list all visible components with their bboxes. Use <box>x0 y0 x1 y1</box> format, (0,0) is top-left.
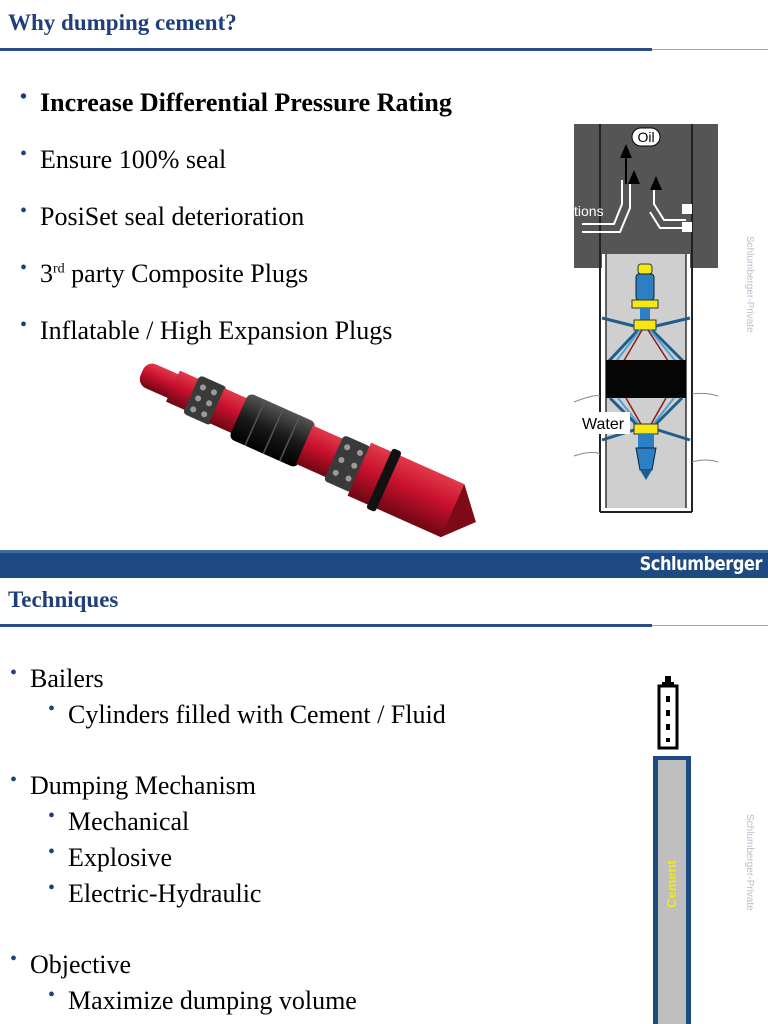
bullet-text: Explosive <box>68 843 172 872</box>
bullet-superscript: rd <box>53 261 65 277</box>
water-label: Water <box>582 416 625 433</box>
bullet-item <box>20 257 309 289</box>
bailer-illustration <box>650 674 694 1024</box>
slide-title: Why dumping cement? <box>8 10 237 35</box>
bullet-text-pre: 3 <box>40 259 53 288</box>
sub-bullet-item <box>48 877 262 909</box>
bullet-icon: • <box>48 984 56 1006</box>
sub-bullet-item <box>48 841 172 873</box>
slide-footer <box>0 550 768 578</box>
wellbore-diagram <box>574 124 718 514</box>
bullet-icon: • <box>48 805 56 827</box>
bullet-text: Dumping Mechanism <box>30 771 257 800</box>
oil-label: Oil <box>637 129 655 145</box>
sub-bullet-item <box>48 698 446 730</box>
sub-bullet-item <box>48 984 357 1016</box>
bullet-text: Ensure 100% seal <box>40 145 227 174</box>
bullet-text: Mechanical <box>68 807 190 836</box>
private-watermark: Schlumberger-Private <box>744 814 755 911</box>
bullet-item <box>20 86 452 118</box>
bullet-icon: • <box>10 662 18 684</box>
sub-bullet-item <box>48 805 190 837</box>
bullet-item <box>20 143 227 175</box>
cement-label: Cement <box>664 860 679 908</box>
title-underline <box>0 48 652 51</box>
bullet-text: Increase Differential Pressure Rating <box>40 88 452 117</box>
bullet-text: Maximize dumping volume <box>68 986 357 1015</box>
bullet-item <box>10 769 257 801</box>
bullet-icon: • <box>20 314 28 336</box>
bullet-item <box>10 662 104 694</box>
bullet-icon: • <box>20 200 28 222</box>
bullet-text: Electric-Hydraulic <box>68 879 262 908</box>
private-watermark: Schlumberger-Private <box>744 236 755 333</box>
formations-label: tions <box>574 203 604 219</box>
schlumberger-logo: Schlumberger <box>639 553 762 575</box>
bullet-icon: • <box>10 769 18 791</box>
slide-title: Techniques <box>8 587 119 612</box>
bullet-text: Inflatable / High Expansion Plugs <box>40 316 393 345</box>
bullet-icon: • <box>20 143 28 165</box>
bullet-item <box>20 200 305 232</box>
bullet-text: Bailers <box>30 664 104 693</box>
bullet-icon: • <box>10 948 18 970</box>
composite-plug-illustration <box>120 362 490 530</box>
slide-techniques <box>0 578 768 1024</box>
bullet-icon: • <box>48 877 56 899</box>
title-underline <box>0 624 652 627</box>
bullet-icon: • <box>48 698 56 720</box>
bullet-item <box>20 314 393 345</box>
bullet-text: Objective <box>30 950 132 979</box>
bullet-text: PosiSet seal deterioration <box>40 202 305 231</box>
bullet-text-post: party Composite Plugs <box>64 259 309 288</box>
bullet-text: Cylinders filled with Cement / Fluid <box>68 700 446 729</box>
bullet-icon: • <box>20 257 28 279</box>
bullet-icon: • <box>20 86 28 108</box>
bullet-item <box>10 948 132 980</box>
bullet-icon: • <box>48 841 56 863</box>
